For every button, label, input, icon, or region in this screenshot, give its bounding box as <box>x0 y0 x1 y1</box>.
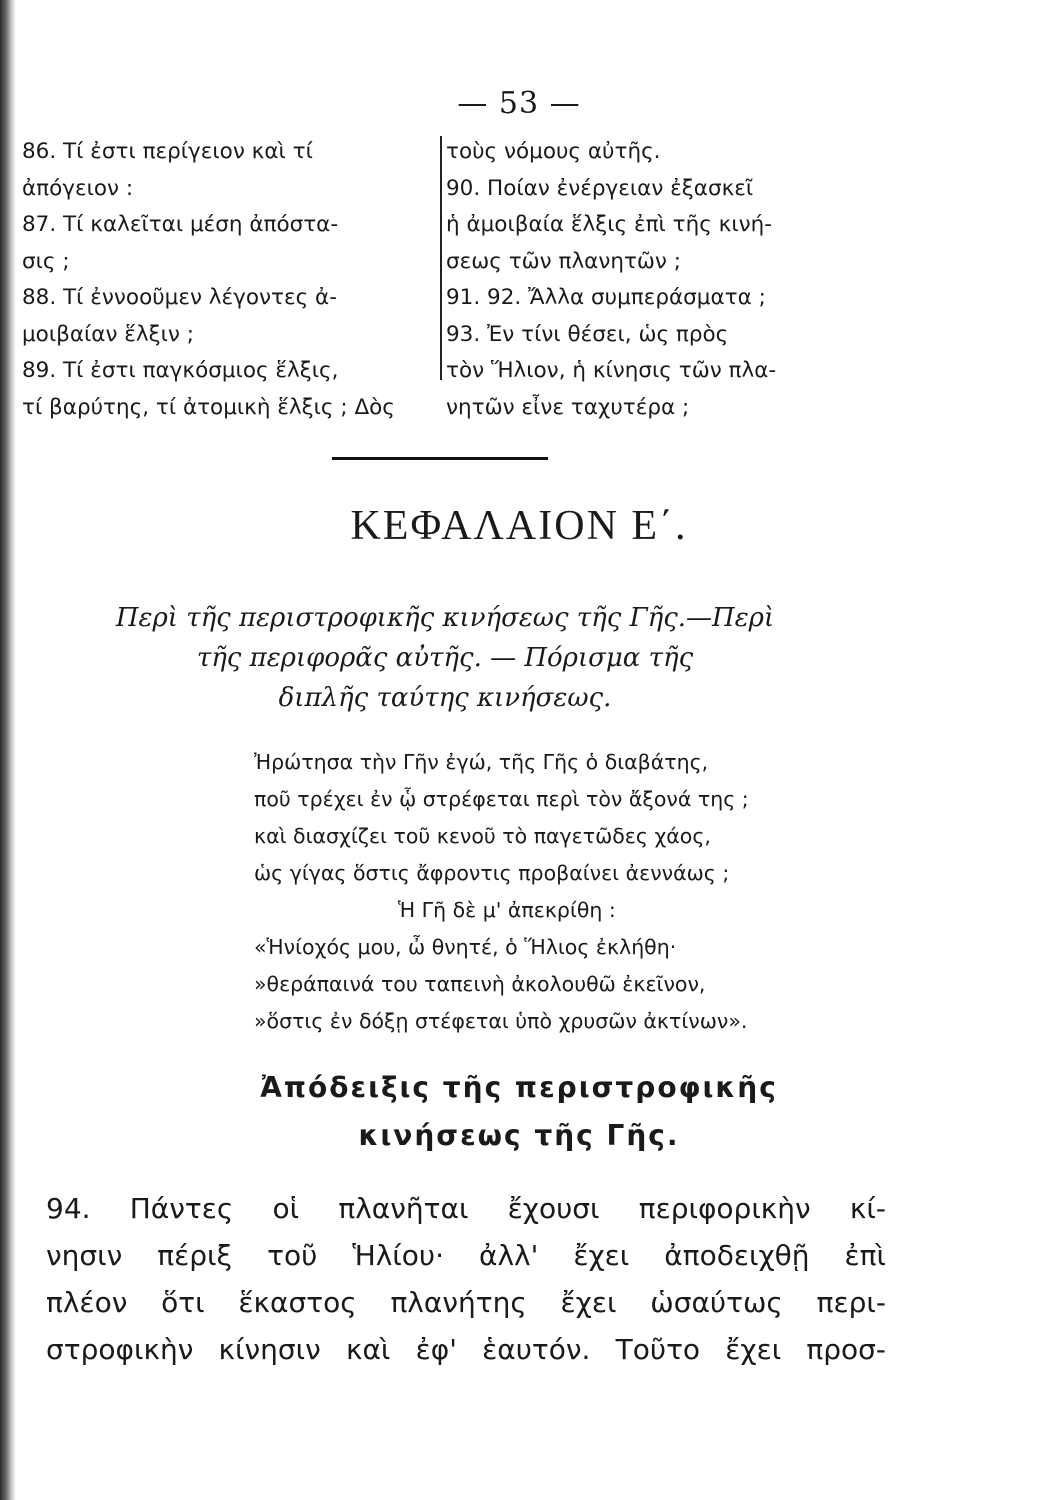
poem-line: Ἡ Γῆ δὲ μ' ἀπεκρίθη : <box>398 898 616 922</box>
epigraph-poem <box>254 744 894 1040</box>
section-rule <box>332 457 548 460</box>
subtitle-line: Περὶ τῆς περιστροφικῆς κινήσεως τῆς Γῆς.—Περὶ <box>115 603 775 633</box>
subtitle-line: τῆς περιφορᾶς αὐτῆς. — Πόρισμα τῆς <box>196 643 694 673</box>
question-line: τὸν Ἥλιον, ἡ κίνησις τῶν πλα- <box>446 358 777 383</box>
review-questions-right-column <box>446 134 886 426</box>
poem-line: «Ἡνίοχός μου, ὦ θνητέ, ὁ Ἥλιος ἐκλήθη· <box>254 935 677 959</box>
question-line: τί βαρύτης, τί ἀτομικὴ ἕλξις ; Δὸς <box>22 394 395 420</box>
poem-line: καὶ διασχίζει τοῦ κενοῦ τὸ παγετῶδες χάος, <box>254 824 711 848</box>
body-paragraph <box>46 1185 886 1373</box>
subtitle-line: διπλῆς ταύτης κινήσεως. <box>278 683 612 713</box>
question-line: ἡ ἀμοιβαία ἕλξις ἐπὶ τῆς κινή- <box>446 212 773 237</box>
section-heading <box>0 1064 1038 1160</box>
question-line: σεως τῶν πλανητῶν ; <box>446 248 682 274</box>
section-heading-line: Ἀπόδειξις τῆς περιστροφικῆς <box>260 1071 778 1104</box>
poem-line: Ἠρώτησα τὴν Γῆν ἐγώ, τῆς Γῆς ὁ διαβάτης, <box>254 750 709 774</box>
question-line: μοιβαίαν ἕλξιν ; <box>22 321 194 347</box>
question-line: ἀπόγειον : <box>22 175 134 201</box>
body-line: πλέον ὅτι ἕκαστος πλανήτης ἔχει ὡσαύτως περι- <box>46 1286 886 1319</box>
question-line: 90. Ποίαν ἐνέργειαν ἐξασκεῖ <box>446 175 754 201</box>
poem-line: »θεράπαινά του ταπεινὴ ἀκολουθῶ ἐκεῖνον, <box>254 972 706 996</box>
poem-line: »ὅστις ἐν δόξῃ στέφεται ὑπὸ χρυσῶν ἀκτίνων». <box>254 1009 748 1033</box>
page-number: — 53 — <box>457 86 581 121</box>
page-gutter-shadow <box>0 0 16 1500</box>
poem-line: ποῦ τρέχει ἐν ᾧ στρέφεται περὶ τὸν ἄξονά της ; <box>254 787 749 811</box>
question-line: νητῶν εἶνε ταχυτέρα ; <box>446 394 690 420</box>
question-line: 91. 92. Ἄλλα συμπεράσματα ; <box>446 285 766 310</box>
column-divider <box>440 136 442 380</box>
review-questions-left-column <box>22 134 438 426</box>
question-line: 88. Τί ἐννοοῦμεν λέγοντες ἀ- <box>22 285 337 310</box>
question-line: 86. Τί ἐστι περίγειον καὶ τί <box>22 139 313 164</box>
body-line: 94. Πάντες οἱ πλανῆται ἔχουσι περιφορικὴν κί- <box>46 1192 886 1225</box>
question-line: 93. Ἐν τίνι θέσει, ὡς πρὸς <box>446 321 729 347</box>
chapter-heading: ΚΕΦΑΛΑΙΟΝ Ε΄. <box>350 503 688 549</box>
poem-line: ὡς γίγας ὅστις ἄφροντις προβαίνει ἀεννάως ; <box>254 861 730 885</box>
question-line: 87. Τί καλεῖται μέση ἀπόστα- <box>22 212 339 237</box>
question-line: σις ; <box>22 248 70 274</box>
body-line: νησιν πέριξ τοῦ Ἡλίου· ἀλλ' ἔχει ἀποδειχθῇ ἐπὶ <box>46 1239 886 1272</box>
chapter-subtitle <box>30 598 860 718</box>
question-line: τοὺς νόμους αὐτῆς. <box>446 139 661 164</box>
section-heading-line: κινήσεως τῆς Γῆς. <box>358 1119 680 1152</box>
question-line: 89. Τί ἐστι παγκόσμιος ἕλξις, <box>22 358 339 383</box>
body-line: στροφικὴν κίνησιν καὶ ἐφ' ἑαυτόν. Τοῦτο ἔχει προσ- <box>46 1333 886 1366</box>
